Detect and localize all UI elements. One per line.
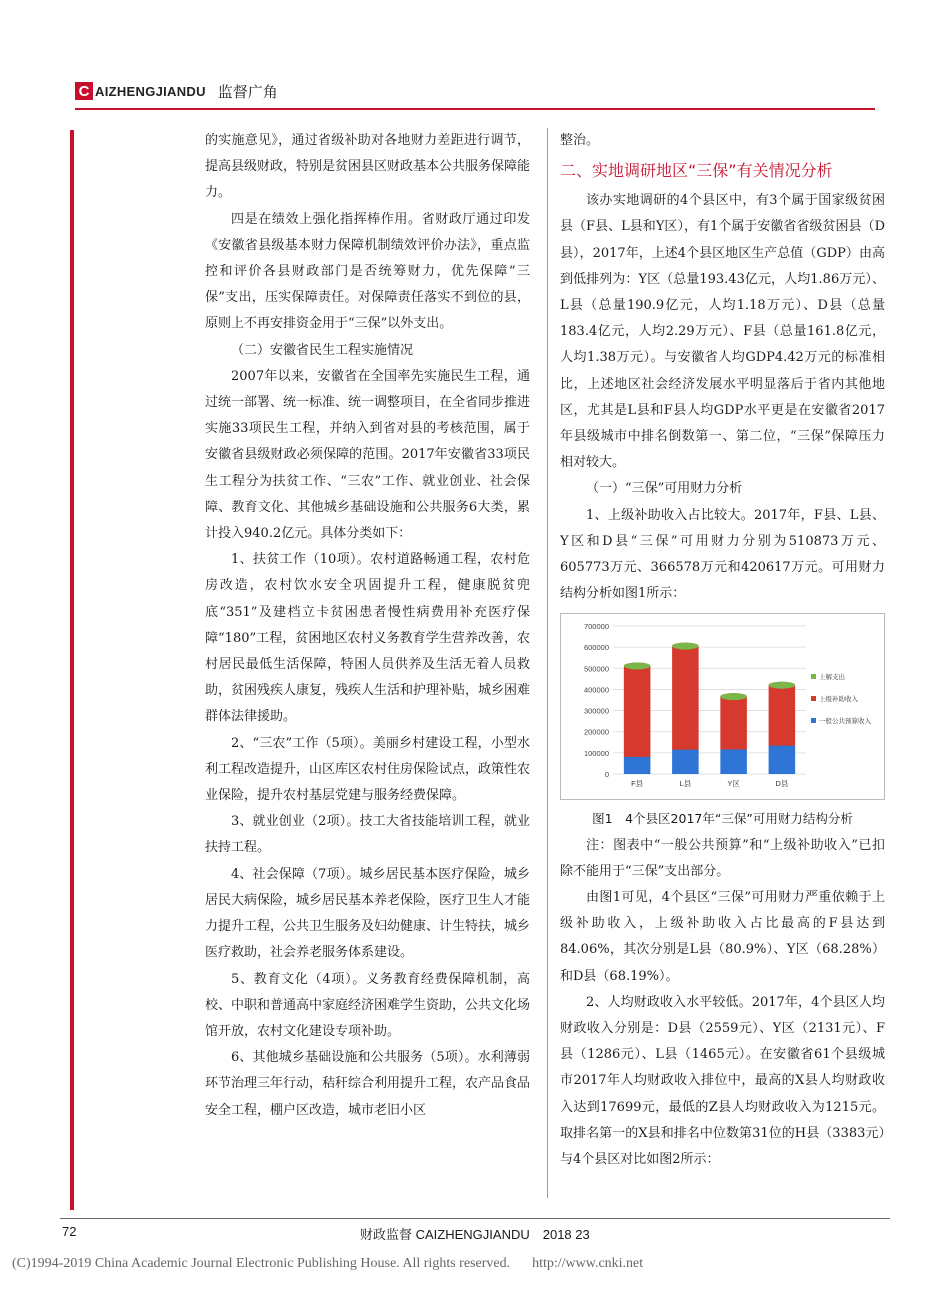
paragraph: 四是在绩效上强化指挥棒作用。省财政厅通过印发《安徽省县级基本财力保障机制绩效评价办法》，重点监控和评价各县财政部门是否统筹财力，优先保障“三保”支出，压实保障责任。对保障责任落实不到位的县，原则上不再安排资金用于“三保”以外支出。 [205,211,530,332]
paragraph: （二）安徽省民生工程实施情况 [231,342,414,358]
paragraph: 6、其他城乡基础设施和公共服务（5项）。水利薄弱环节治理三年行动，秸秆综合利用提升工程，农产品食品安全工程，棚户区改造，城市老旧小区 [205,1050,531,1118]
bar-segment [720,750,747,775]
bar-segment [672,750,699,774]
bar-segment [672,647,699,751]
page-number: 72 [62,1224,77,1239]
y-tick-label: 400000 [583,685,609,695]
paragraph: 由图1可见，4个县区“三保”可用财力严重依赖于上级补助收入，上级补助收入占比最高的F县达到84.06%，其次分别是L县（80.9%）、Y区（68.28%）和D县（68.19%）。 [560,890,885,984]
footer-divider [60,1218,890,1219]
copyright-line [12,1256,643,1272]
y-tick-label: 600000 [583,643,609,653]
y-tick-label: 300000 [583,707,609,717]
bar-top-cap [720,694,747,701]
paragraph: 的实施意见》，通过省级补助对各地财力差距进行调节，提高县级财政，特别是贫困县区财政基本公共服务保障能力。 [205,133,531,201]
paragraph: 1、扶贫工作（10项）。农村道路畅通工程，农村危房改造，农村饮水安全巩固提升工程，健康脱贫兜底“351”及建档立卡贫困患者慢性病费用补充医疗保障“180”工程，贫困地区农村义务教育学生营养改善，农村居民最低生活保障，特困人员供养及生活无着人员救助，贫困残疾人康复，残疾人生活和护理补贴，城乡困难群体法律援助。 [205,552,531,725]
bar-top-cap [672,643,699,650]
section-name: 监督广角 [217,82,278,101]
paragraph: 2、人均财政收入水平较低。2017年，4个县区人均财政收入分别是：D县（2559元）、Y区（2131元）、F县（1286元）、L县（1465元）。在安徽省61个县级城市2017年人均财政收入排位中，最高的X县人均财政收入达到17699元，最低的Z县人均财政收入为1215元。取排名第一的X县和排名中位数第31位的H县（3383元）与4个县区对比如图2所示： [560,994,885,1168]
y-tick-label: 500000 [583,664,609,674]
bar-segment [769,746,796,774]
legend-swatch [811,674,816,679]
x-tick-label: L县 [679,779,692,789]
paragraph: 2、“三农”工作（5项）。美丽乡村建设工程，小型水利工程改造提升，山区库区农村住房保险试点，政策性农业保险，提升农村基层党建与服务经费保障。 [205,735,531,804]
y-tick-label: 100000 [583,749,609,759]
y-tick-label: 700000 [583,622,609,632]
column-divider [547,128,548,1198]
legend-label: 上级补助收入 [819,696,858,704]
paragraph: （一）“三保”可用财力分析 [586,481,743,497]
paragraph: 整治。 [560,133,600,148]
legend-label: 上解支出 [819,674,845,682]
bar-top-cap [624,663,651,670]
figure-caption: 图1 4个县区2017年“三保”可用财力结构分析 [592,811,853,827]
paragraph: 1、上级补助收入占比较大。2017年，F县、L县、Y区和D县“三保”可用财力分别为510873万元、605773万元、366578万元和420617万元。可用财力结构分析如图1所示： [560,507,885,602]
bar-segment [624,666,651,757]
paragraph: 5、教育文化（4项）。义务教育经费保障机制，高校、中职和普通高中家庭经济困难学生资助，公共文化场馆开放，农村文化建设专项补助。 [205,971,531,1039]
bar-top-cap [769,682,796,689]
copyright-url: http://www.cnki.net [532,1256,644,1271]
paragraph: 2007年以来，安徽省在全国率先实施民生工程，通过统一部署、统一标准、统一调整项目，在全省同步推进实施33项民生工程，并纳入到省对县的考核范围，属于安徽省县级财政必须保障的范围。2017年安徽省33项民生工程分为扶贫工作、“三农”工作、就业创业、社会保障、教育文化、其他城乡基础设施和公共服务6大类，累计投入940.2亿元。具体分类如下： [205,368,531,542]
x-tick-label: F县 [631,779,644,789]
paragraph: 4、社会保障（7项）。城乡居民基本医疗保险，城乡居民大病保险，城乡居民基本养老保险，医疗卫生人才能力提升工程，公共卫生服务及妇幼健康、计生特扶，城乡医疗救助，社会养老服务体系建设。 [205,866,531,961]
x-tick-label: Y区 [727,779,740,789]
y-tick-label: 0 [604,770,609,780]
legend-swatch [811,696,816,701]
section-heading: 二、实地调研地区“三保”有关情况分析 [560,161,833,181]
journal-header [75,78,278,104]
legend-label: 一般公共预算收入 [819,718,871,726]
left-accent-bar [70,130,74,1210]
footer-journal-info: 财政监督 CAIZHENGJIANDU 2018 23 [360,1227,590,1242]
stacked-bar-chart [561,614,884,797]
journal-logo-text: AIZHENGJIANDU [95,83,206,99]
y-tick-label: 200000 [583,728,609,738]
paragraph: 3、就业创业（2项）。技工大省技能培训工程，就业扶持工程。 [205,814,530,856]
x-tick-label: D县 [775,779,789,789]
bar-segment [720,697,747,750]
legend-swatch [811,718,816,723]
right-column [560,128,885,1173]
copyright-text: (C)1994-2019 China Academic Journal Electronic Publishing House. All rights reserved. [12,1256,511,1271]
journal-logo: C [75,82,93,100]
paragraph: 注：图表中“一般公共预算”和“上级补助收入”已扣除不能用于“三保”支出部分。 [560,837,885,879]
paragraph: 该办实地调研的4个县区中，有3个属于国家级贫困县（F县、L县和Y区），有1个属于安徽省省级贫困县（D县），2017年，上述4个县区地区生产总值（GDP）由高到低排列为：Y区（总量193.43亿元，人均1.86万元）、L县（总量190.9亿元，人均1.18万元）、D县（总量183.4亿元，人均2.29万元）、F县（总量161.8亿元，人均1.38万元）。与安徽省人均GDP4.42万元的标准相比，上述地区社会经济发展水平明显落后于省内其他地区，尤其是L县和F县人均GDP水平更是在安徽省2017年县级城市中排名倒数第一、第二位，“三保”保障压力相对较大。 [560,193,885,471]
bar-segment [769,686,796,746]
header-divider [75,108,875,110]
left-column [205,128,530,1124]
figure-1-chart [560,613,885,800]
